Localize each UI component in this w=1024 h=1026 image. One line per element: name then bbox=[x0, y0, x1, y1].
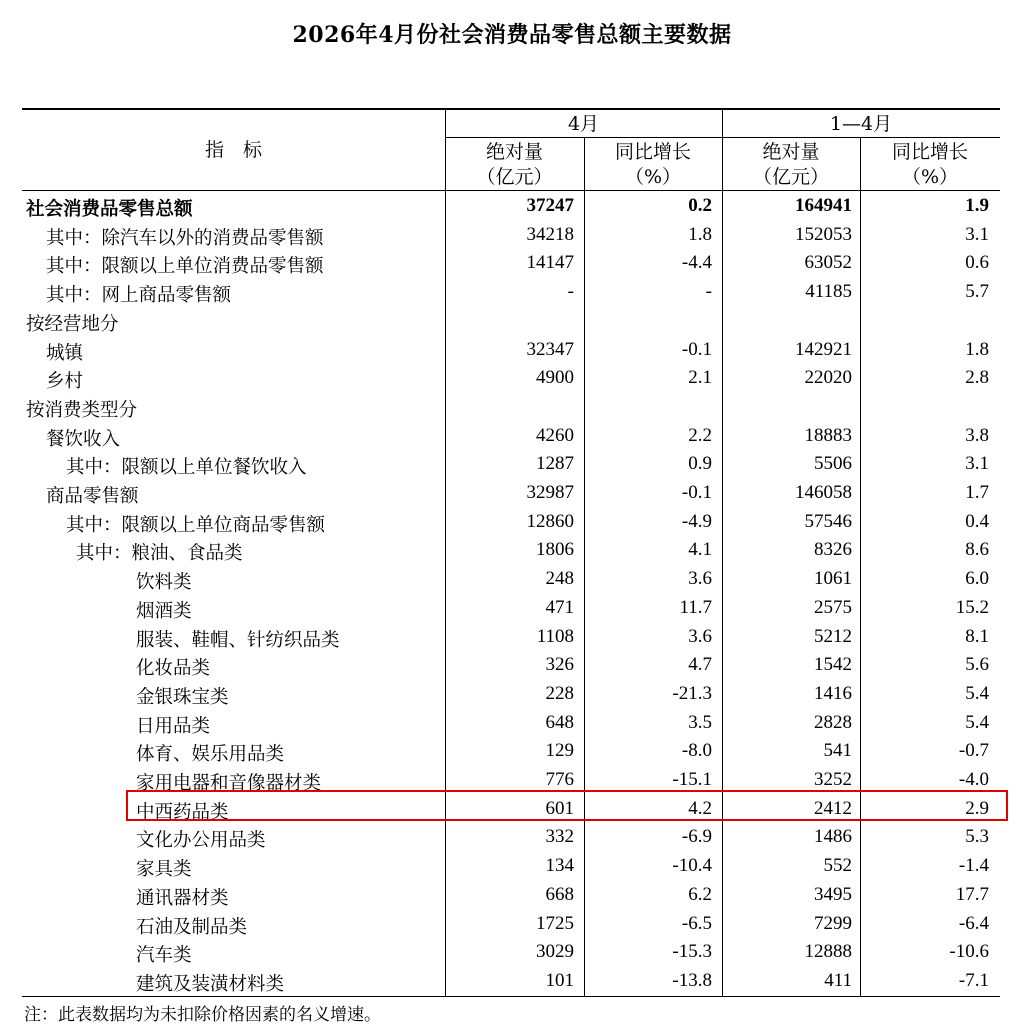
header-abs-jan-apr bbox=[722, 140, 860, 190]
cell-ytd-abs: 41185 bbox=[805, 281, 852, 303]
cell-apr-abs: 1725 bbox=[536, 912, 574, 934]
table-row bbox=[22, 221, 1000, 250]
table-row bbox=[22, 594, 1000, 623]
row-label: 汽车类 bbox=[136, 945, 192, 967]
cell-ytd-abs: 2828 bbox=[814, 711, 852, 733]
cell-apr-abs: 12860 bbox=[526, 510, 574, 532]
cell-apr-abs: 4900 bbox=[536, 367, 574, 389]
table-row bbox=[22, 709, 1000, 738]
cell-ytd-yoy: 2.8 bbox=[965, 367, 989, 389]
cell-apr-abs: 601 bbox=[545, 797, 574, 819]
cell-ytd-abs: 146058 bbox=[795, 482, 852, 503]
cell-ytd-abs: 22020 bbox=[804, 367, 852, 389]
header-yoy-jan-apr bbox=[860, 140, 1000, 190]
cell-ytd-abs: 1061 bbox=[814, 568, 852, 590]
cell-ytd-yoy: 5.4 bbox=[965, 682, 989, 704]
table-row bbox=[22, 307, 1000, 336]
cell-apr-yoy: 0.9 bbox=[688, 453, 712, 475]
header-yoy-label: 同比增长 bbox=[614, 141, 691, 163]
cell-apr-yoy: -15.1 bbox=[672, 769, 712, 790]
cell-ytd-yoy: -10.6 bbox=[949, 941, 989, 963]
cell-apr-yoy: -0.1 bbox=[681, 338, 712, 360]
row-label: 化妆品类 bbox=[136, 658, 211, 680]
cell-ytd-yoy: 15.2 bbox=[955, 596, 989, 618]
cell-apr-yoy: 0.2 bbox=[688, 195, 712, 216]
cell-ytd-yoy: 5.6 bbox=[965, 654, 989, 676]
cell-ytd-abs: 5212 bbox=[814, 625, 852, 647]
header-yoy-label: 同比增长 bbox=[891, 141, 968, 163]
cell-ytd-abs: 164941 bbox=[795, 195, 852, 216]
cell-apr-abs: 34218 bbox=[526, 223, 574, 245]
highlight-box bbox=[126, 790, 1008, 821]
row-label: 金银珠宝类 bbox=[136, 686, 229, 708]
cell-ytd-abs: 541 bbox=[823, 740, 852, 762]
row-label: 城镇 bbox=[46, 342, 84, 364]
cell-ytd-yoy: -0.7 bbox=[958, 740, 989, 762]
cell-apr-yoy: -4.4 bbox=[681, 252, 712, 274]
table-row bbox=[22, 651, 1000, 680]
row-label: 按经营地分 bbox=[26, 313, 119, 335]
cell-ytd-yoy: 1.9 bbox=[965, 195, 989, 216]
cell-ytd-abs: 18883 bbox=[804, 424, 852, 446]
cell-ytd-yoy: 5.4 bbox=[965, 711, 989, 733]
cell-ytd-yoy: 3.1 bbox=[965, 453, 989, 475]
cell-ytd-abs: 552 bbox=[823, 855, 852, 877]
table-row bbox=[22, 881, 1000, 910]
header-yoy-unit: （%） bbox=[624, 166, 682, 188]
cell-apr-yoy: -15.3 bbox=[672, 941, 712, 963]
table-row bbox=[22, 393, 1000, 422]
table-row bbox=[22, 680, 1000, 709]
cell-apr-abs: 134 bbox=[545, 855, 574, 877]
cell-ytd-yoy: 8.1 bbox=[965, 625, 989, 647]
cell-apr-yoy: -4.9 bbox=[681, 510, 712, 532]
table-row bbox=[22, 508, 1000, 537]
cell-apr-abs: 32347 bbox=[526, 338, 574, 360]
table-row bbox=[22, 852, 1000, 881]
table-footnote: 注：此表数据均为未扣除价格因素的名义增速。 bbox=[24, 1005, 381, 1025]
cell-ytd-yoy: 8.6 bbox=[965, 539, 989, 561]
cell-apr-yoy: 3.5 bbox=[688, 711, 712, 733]
cell-ytd-abs: 142921 bbox=[795, 338, 852, 360]
table-row bbox=[22, 565, 1000, 594]
cell-apr-yoy: - bbox=[705, 281, 712, 303]
cell-apr-yoy: 6.2 bbox=[688, 883, 712, 905]
header-bottom-rule bbox=[22, 190, 1000, 191]
row-label: 服装、鞋帽、针纺织品类 bbox=[136, 629, 340, 651]
cell-apr-yoy: 2.1 bbox=[688, 367, 712, 389]
cell-apr-yoy: 4.1 bbox=[688, 539, 712, 561]
row-label: 文化办公用品类 bbox=[136, 830, 266, 852]
cell-apr-yoy: 4.7 bbox=[688, 654, 712, 676]
table-row bbox=[22, 737, 1000, 766]
row-label: 其中：限额以上单位消费品零售额 bbox=[46, 256, 324, 278]
cell-apr-abs: 248 bbox=[545, 568, 574, 590]
table-row bbox=[22, 623, 1000, 652]
cell-ytd-abs: 12888 bbox=[804, 941, 852, 963]
cell-ytd-yoy: 2.9 bbox=[965, 797, 989, 819]
header-abs-label: 绝对量 bbox=[762, 141, 820, 163]
cell-apr-yoy: 11.7 bbox=[679, 596, 712, 618]
row-label: 其中：限额以上单位商品零售额 bbox=[66, 514, 326, 536]
cell-ytd-yoy: 1.7 bbox=[965, 482, 989, 503]
row-label: 烟酒类 bbox=[136, 600, 192, 622]
cell-ytd-abs: 57546 bbox=[804, 510, 852, 532]
table-row bbox=[22, 938, 1000, 967]
table-row bbox=[22, 479, 1000, 508]
row-label: 日用品类 bbox=[136, 715, 211, 737]
table-row bbox=[22, 364, 1000, 393]
cell-apr-abs: 228 bbox=[545, 682, 574, 704]
cell-apr-abs: 4260 bbox=[536, 424, 574, 446]
header-group-jan-apr: 1—4月 bbox=[829, 113, 893, 135]
cell-apr-yoy: 2.2 bbox=[688, 424, 712, 446]
cell-apr-abs: 1806 bbox=[536, 539, 574, 561]
cell-apr-abs: 648 bbox=[545, 711, 574, 733]
cell-apr-abs: 32987 bbox=[526, 482, 574, 503]
table-bottom-rule bbox=[22, 996, 1000, 997]
header-yoy-april bbox=[584, 140, 722, 190]
table-row bbox=[22, 536, 1000, 565]
cell-apr-yoy: -8.0 bbox=[681, 740, 712, 762]
cell-ytd-abs: 152053 bbox=[795, 223, 852, 245]
table-row bbox=[22, 967, 1000, 996]
row-label: 通讯器材类 bbox=[136, 887, 229, 909]
cell-ytd-yoy: 3.8 bbox=[965, 424, 989, 446]
header-abs-unit: （亿元） bbox=[752, 166, 829, 188]
row-label: 其中：限额以上单位餐饮收入 bbox=[66, 457, 307, 479]
header-abs-unit: （亿元） bbox=[476, 166, 553, 188]
cell-apr-yoy: 3.6 bbox=[688, 625, 712, 647]
cell-apr-yoy: 1.8 bbox=[688, 223, 712, 245]
cell-ytd-abs: 2412 bbox=[814, 797, 852, 819]
table-row bbox=[22, 278, 1000, 307]
cell-apr-yoy: -21.3 bbox=[672, 682, 712, 704]
header-abs-april bbox=[445, 140, 584, 190]
cell-apr-abs: 101 bbox=[545, 969, 574, 991]
cell-apr-abs: 326 bbox=[545, 654, 574, 676]
table-row bbox=[22, 450, 1000, 479]
row-label: 其中：粮油、食品类 bbox=[76, 543, 243, 565]
row-label: 体育、娱乐用品类 bbox=[136, 744, 285, 766]
row-label: 家具类 bbox=[136, 859, 192, 881]
table-title: 2026年4月份社会消费品零售总额主要数据 bbox=[292, 22, 732, 48]
cell-apr-abs: 1287 bbox=[536, 453, 574, 475]
table-row bbox=[22, 336, 1000, 365]
table-top-rule bbox=[22, 108, 1000, 110]
cell-apr-abs: 776 bbox=[545, 769, 574, 790]
header-yoy-unit: （%） bbox=[901, 166, 959, 188]
cell-apr-abs: 1108 bbox=[536, 625, 574, 647]
cell-apr-yoy: -10.4 bbox=[672, 855, 712, 877]
row-label: 饮料类 bbox=[136, 572, 192, 594]
row-label: 餐饮收入 bbox=[46, 428, 121, 450]
cell-ytd-yoy: 0.6 bbox=[965, 252, 989, 274]
table-row bbox=[22, 910, 1000, 939]
cell-apr-yoy: -6.9 bbox=[681, 826, 712, 848]
header-indicator: 指 标 bbox=[204, 139, 262, 161]
cell-ytd-abs: 2575 bbox=[814, 596, 852, 618]
cell-ytd-yoy: 6.0 bbox=[965, 568, 989, 590]
table-row bbox=[22, 192, 1000, 221]
cell-ytd-abs: 1542 bbox=[814, 654, 852, 676]
row-label: 建筑及装潢材料类 bbox=[136, 973, 285, 995]
header-group-april: 4月 bbox=[567, 113, 600, 135]
cell-apr-yoy: 4.2 bbox=[688, 797, 712, 819]
cell-apr-abs: 332 bbox=[545, 826, 574, 848]
cell-apr-yoy: -13.8 bbox=[672, 969, 712, 991]
cell-ytd-abs: 3495 bbox=[814, 883, 852, 905]
cell-ytd-abs: 411 bbox=[824, 969, 852, 991]
cell-ytd-yoy: -4.0 bbox=[958, 769, 989, 790]
cell-ytd-yoy: 0.4 bbox=[965, 510, 989, 532]
row-label: 其中：网上商品零售额 bbox=[46, 285, 232, 307]
table-row bbox=[22, 823, 1000, 852]
header-abs-label: 绝对量 bbox=[485, 141, 543, 163]
cell-apr-abs: 668 bbox=[545, 883, 574, 905]
cell-ytd-yoy: 5.3 bbox=[965, 826, 989, 848]
table-row bbox=[22, 249, 1000, 278]
cell-ytd-yoy: -6.4 bbox=[958, 912, 989, 934]
cell-apr-abs: 471 bbox=[545, 596, 574, 618]
cell-apr-abs: 3029 bbox=[536, 941, 574, 963]
cell-ytd-yoy: 1.8 bbox=[965, 338, 989, 360]
cell-ytd-abs: 5506 bbox=[814, 453, 852, 475]
cell-ytd-yoy: -1.4 bbox=[958, 855, 989, 877]
cell-apr-abs: 37247 bbox=[526, 195, 574, 216]
cell-ytd-abs: 7299 bbox=[814, 912, 852, 934]
cell-ytd-abs: 63052 bbox=[804, 252, 852, 274]
cell-apr-abs: 14147 bbox=[526, 252, 574, 274]
row-label: 商品零售额 bbox=[46, 486, 139, 507]
cell-apr-yoy: -0.1 bbox=[681, 482, 712, 503]
row-label: 中西药品类 bbox=[136, 801, 229, 823]
row-label: 其中：除汽车以外的消费品零售额 bbox=[46, 227, 324, 249]
cell-apr-abs: - bbox=[567, 281, 574, 303]
row-label: 石油及制品类 bbox=[136, 916, 248, 938]
row-label: 社会消费品零售总额 bbox=[26, 199, 193, 220]
header-group-rule bbox=[445, 137, 1000, 138]
row-label: 乡村 bbox=[46, 371, 84, 393]
cell-ytd-abs: 1486 bbox=[814, 826, 852, 848]
cell-apr-yoy: 3.6 bbox=[688, 568, 712, 590]
cell-ytd-yoy: 3.1 bbox=[965, 223, 989, 245]
cell-ytd-abs: 3252 bbox=[814, 769, 852, 790]
cell-ytd-abs: 8326 bbox=[814, 539, 852, 561]
cell-ytd-yoy: -7.1 bbox=[958, 969, 989, 991]
cell-ytd-abs: 1416 bbox=[814, 682, 852, 704]
row-label: 按消费类型分 bbox=[26, 399, 138, 421]
cell-apr-abs: 129 bbox=[545, 740, 574, 762]
cell-ytd-yoy: 5.7 bbox=[965, 281, 989, 303]
cell-apr-yoy: -6.5 bbox=[681, 912, 712, 934]
row-label: 家用电器和音像器材类 bbox=[136, 773, 322, 794]
cell-ytd-yoy: 17.7 bbox=[955, 883, 989, 905]
table-row bbox=[22, 422, 1000, 451]
